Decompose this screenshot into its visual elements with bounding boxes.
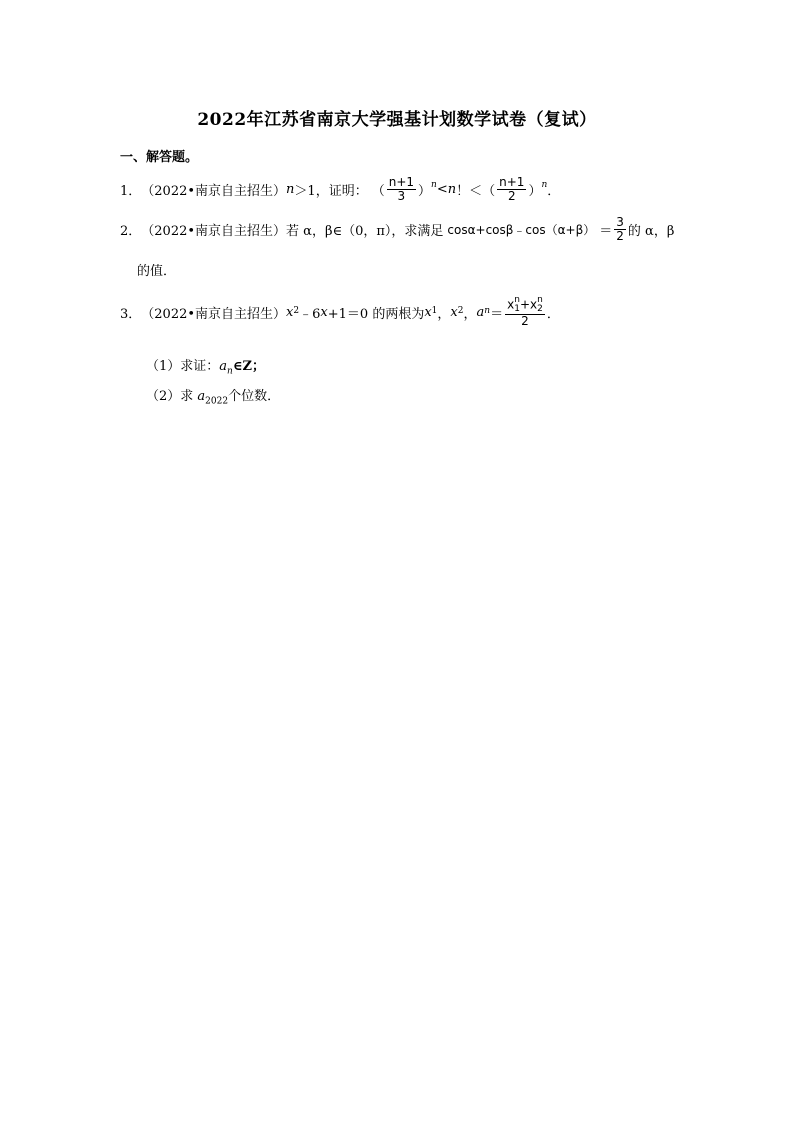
q3-var-x-2: x [320, 304, 328, 320]
q3-comma-1: ， [437, 306, 451, 322]
q2-equals: ＝ [599, 224, 613, 240]
q1-frac2-denominator: 2 [507, 189, 516, 204]
q3-number: 3． [120, 306, 142, 322]
q1-fraction-2 [497, 176, 526, 203]
q3-num-sup-2: n [537, 295, 543, 305]
q2-expression: cosα+cosβ﹣cos（α+β） [447, 223, 596, 238]
q1-number: 1． [120, 184, 142, 200]
q3-part2-rest: 个位数． [228, 389, 281, 404]
question-2 [120, 216, 674, 243]
q3-num-plus-x: +x [519, 297, 538, 312]
q3-frac-denominator: 2 [521, 314, 529, 328]
q2-text-1: 若 α，β∈（0，π），求满足 [286, 224, 444, 240]
q1-frac1-numerator: n+1 [388, 175, 415, 189]
q3-equals: ＝ [490, 306, 504, 322]
q2-number: 2． [120, 224, 142, 240]
q3-frac-numerator [505, 296, 545, 315]
q3-part1-var-a: a [219, 359, 228, 374]
q3-var-x: x [286, 304, 294, 320]
q2-frac-numerator: 3 [616, 215, 624, 229]
section-heading: 一、解答题。 [120, 150, 199, 165]
q1-frac1-denominator: 3 [397, 189, 406, 204]
q3-end: ． [546, 306, 560, 322]
q3-root-x2: x [450, 304, 458, 320]
q3-a-sub-n: n [484, 306, 491, 317]
q3-equation-end: +1＝0 的两根为 [327, 306, 425, 322]
question-1 [120, 176, 560, 203]
question-3 [120, 296, 560, 328]
q1-factorial: ！＜ [456, 184, 483, 200]
q3-part2-var-a: a [197, 389, 206, 404]
q3-minus-6: ﹣6 [299, 306, 321, 322]
q3-root-sub-2: 2 [457, 306, 464, 317]
q3-source: （2022•南京自主招生） [141, 306, 287, 322]
q3-part1-sub-n: n [227, 366, 233, 377]
q1-condition: ＞1，证明： [294, 184, 368, 200]
q1-rparen: ） [418, 184, 432, 200]
q3-part1-rest: ∈Z； [232, 359, 265, 374]
q2-fraction [614, 216, 626, 243]
q1-exponent-2: n [541, 180, 548, 190]
page-title: 2022年江苏省南京大学强基计划数学试卷（复试） [197, 110, 597, 130]
q2-source: （2022•南京自主招生） [141, 224, 287, 240]
q3-num-sub-2: 2 [537, 304, 543, 314]
q3-fraction [505, 296, 545, 328]
q1-var-n-2: n [447, 182, 457, 198]
q3-part-2 [146, 385, 280, 407]
q3-var-a: a [476, 304, 485, 320]
q1-fraction-1 [387, 176, 416, 203]
q3-part-1 [146, 355, 265, 377]
q2-frac-denominator: 2 [616, 229, 624, 244]
q1-less-than: < [436, 182, 448, 198]
q3-part2-label: （2）求 [146, 389, 198, 404]
q1-var-n: n [286, 182, 295, 198]
q2-text-2: 的 α，β [627, 224, 675, 240]
q1-rparen-2: ） [528, 184, 542, 200]
q3-square: 2 [293, 306, 300, 316]
q3-root-x1: x [424, 304, 432, 320]
q3-part1-label: （1）求证： [146, 359, 220, 374]
q2-continuation: 的值． [137, 264, 177, 279]
q1-end: ． [547, 184, 561, 200]
q3-comma-2: ， [463, 306, 477, 322]
q1-exponent-1: n [431, 180, 437, 190]
q3-num-sub-1: 1 [514, 304, 520, 314]
q1-source: （2022•南京自主招生） [141, 184, 287, 200]
q1-lparen: （ [371, 184, 385, 200]
q3-root-sub-1: 1 [431, 306, 438, 317]
q3-num-x1: x [507, 297, 515, 312]
q3-num-sup-1: n [514, 295, 520, 305]
q3-part2-sub-2022: 2022 [205, 396, 229, 407]
q1-frac2-numerator: n+1 [499, 175, 525, 189]
q1-lparen-2: （ [482, 184, 496, 200]
